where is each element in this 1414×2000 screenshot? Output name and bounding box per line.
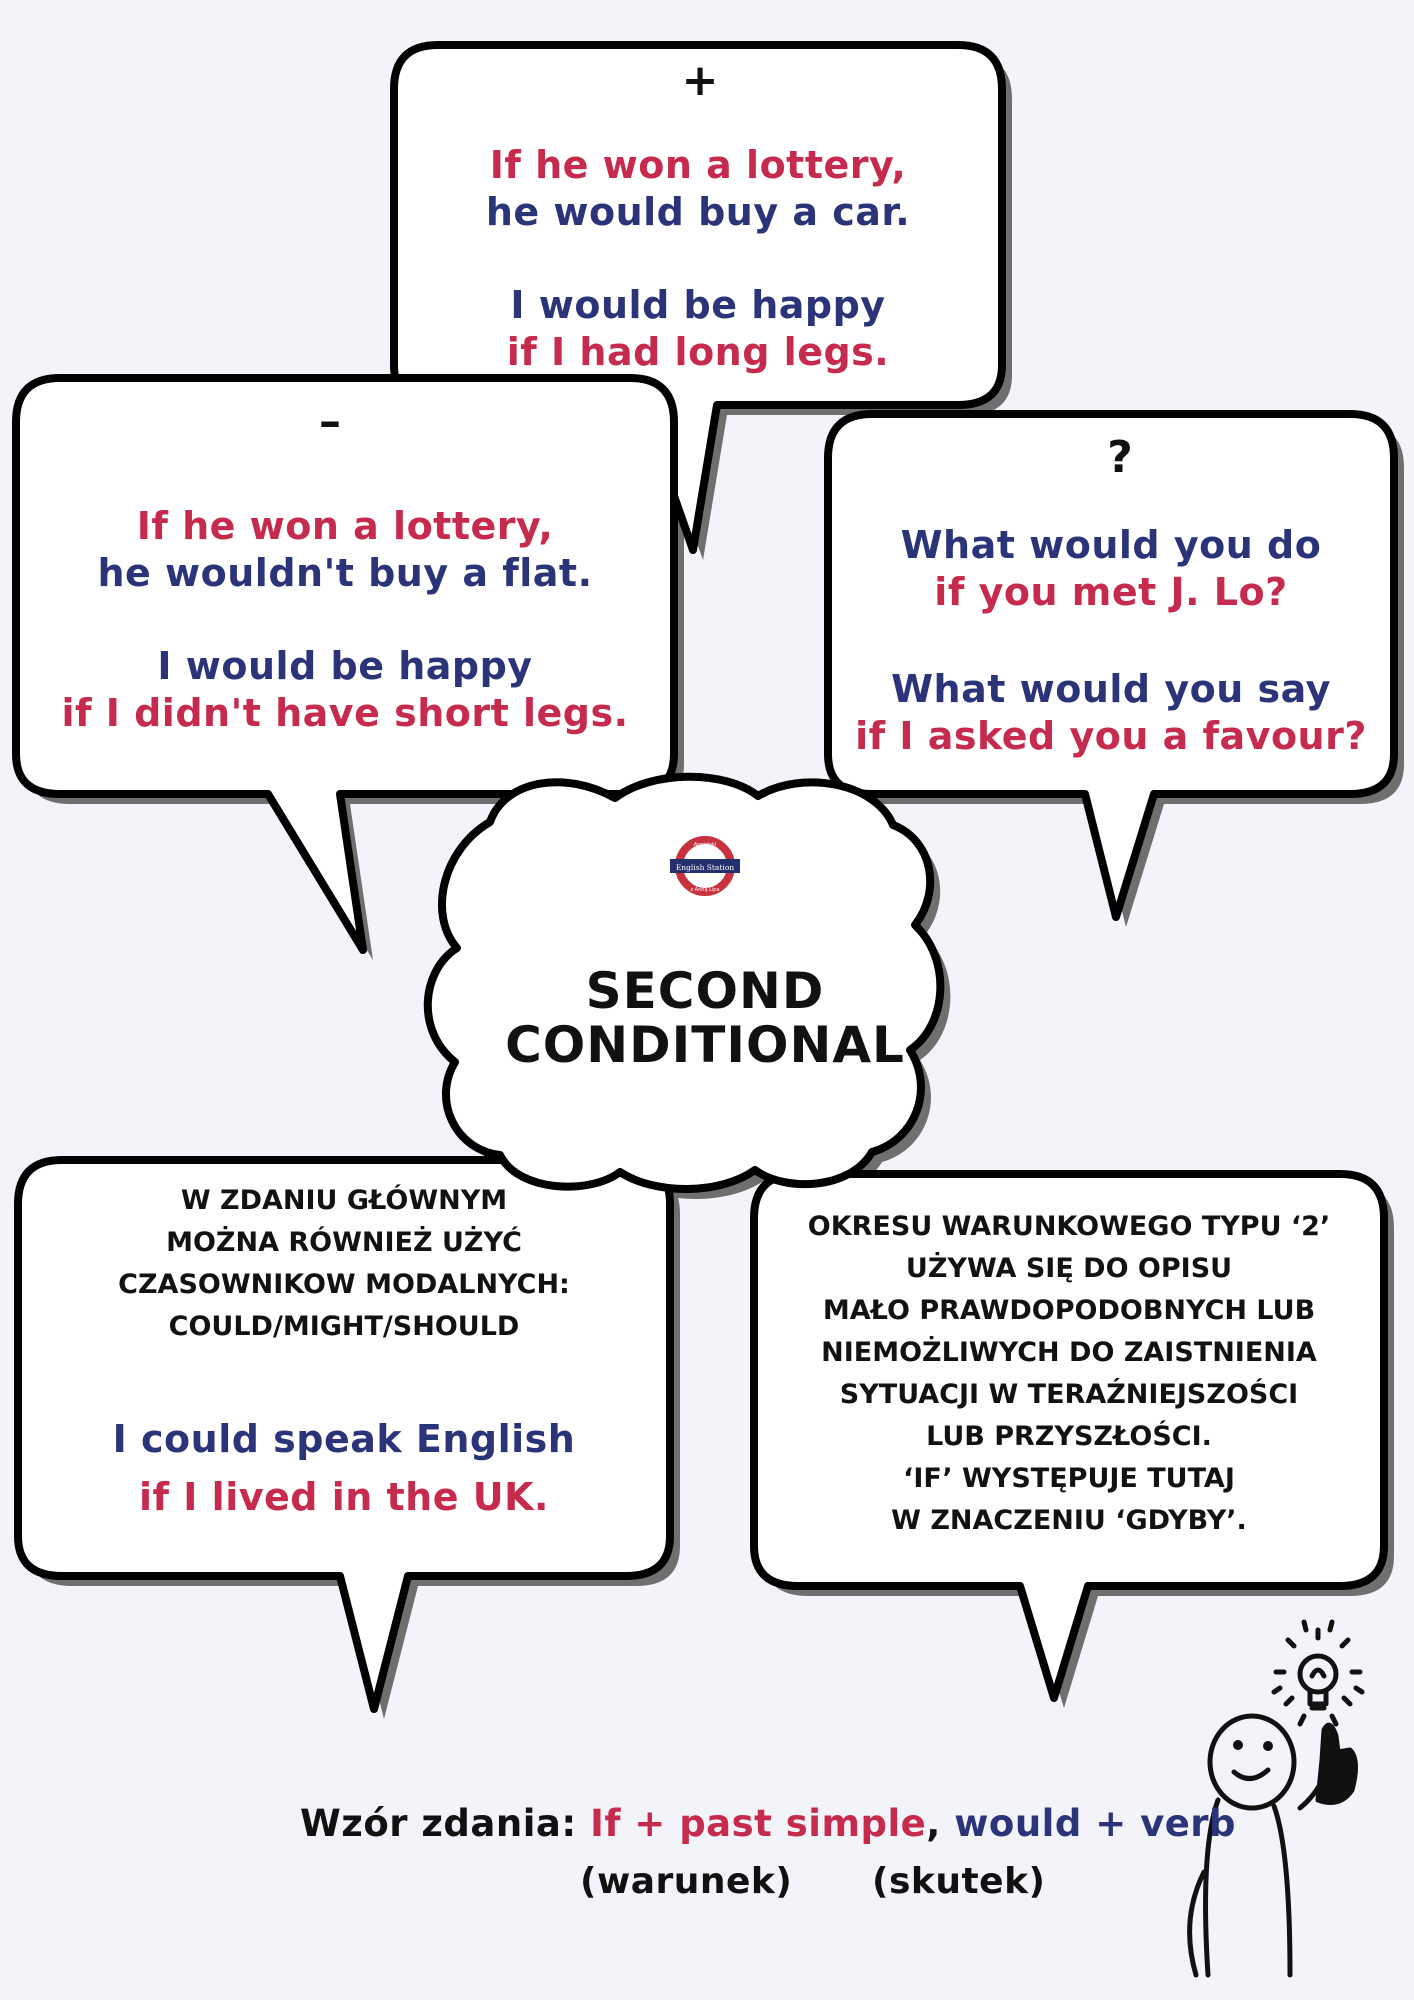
- question-example-2-line-1: What would you say: [891, 667, 1331, 711]
- modal-note-example: [18, 1410, 670, 1526]
- formula-label: Wzór zdania:: [300, 1802, 577, 1845]
- condition-caption: (warunek): [580, 1861, 793, 1902]
- usage-note-line: W ZNACZENIU ‘GDYBY’.: [891, 1505, 1247, 1536]
- modal-note-line: W ZDANIU GŁÓWNYM: [180, 1185, 508, 1216]
- title-line-2: CONDITIONAL: [505, 1016, 905, 1074]
- modal-note-text: [18, 1180, 670, 1348]
- title-line-1: SECOND: [585, 962, 825, 1020]
- question-example-1-line-2: if you met J. Lo?: [934, 570, 1288, 614]
- question-symbol: ?: [1107, 432, 1133, 483]
- question-examples: [828, 522, 1394, 760]
- usage-note-line: LUB PRZYSZŁOŚCI.: [926, 1421, 1212, 1452]
- positive-examples: [394, 142, 1002, 376]
- positive-symbol: +: [681, 55, 719, 106]
- usage-note-line: SYTUACJI W TERAŹNIEJSZOŚCI: [839, 1379, 1299, 1410]
- modal-example-line-2: if I lived in the UK.: [139, 1475, 549, 1519]
- modal-note-line: MOŻNA RÓWNIEŻ UŻYĆ: [166, 1227, 522, 1258]
- modal-note-line: COULD/MIGHT/SHOULD: [168, 1311, 520, 1342]
- negative-examples: [16, 503, 674, 737]
- negative-example-2-line-1: I would be happy: [157, 644, 533, 688]
- usage-note-line: ‘IF’ WYSTĘPUJE TUTAJ: [903, 1463, 1235, 1494]
- result-caption: (skutek): [872, 1861, 1046, 1902]
- usage-note-text: [754, 1206, 1384, 1542]
- modal-note-line: CZASOWNIKOW MODALNYCH:: [118, 1269, 570, 1300]
- positive-example-2-line-2: if I had long legs.: [506, 330, 890, 374]
- page-title: [480, 964, 930, 1072]
- usage-note-line: OKRESU WARUNKOWEGO TYPU ‘2’: [807, 1211, 1331, 1242]
- question-example-1-line-1: What would you do: [900, 523, 1322, 567]
- positive-example-1-line-2: he would buy a car.: [485, 190, 911, 234]
- negative-example-1-line-1: If he won a lottery,: [136, 504, 554, 548]
- usage-note-line: UŻYWA SIĘ DO OPISU: [905, 1253, 1233, 1284]
- usage-note-line: NIEMOŻLIWYCH DO ZAISTNIENIA: [821, 1337, 1317, 1368]
- positive-example-2-line-1: I would be happy: [510, 283, 886, 327]
- question-example-2-line-2: if I asked you a favour?: [855, 714, 1367, 758]
- logo-top-text: Angielski: [693, 842, 717, 848]
- formula-comma: ,: [926, 1802, 941, 1845]
- sentence-formula: [300, 1800, 1236, 1847]
- negative-example-1-line-2: he wouldn't buy a flat.: [97, 551, 593, 595]
- usage-note-line: MAŁO PRAWDOPODOBNYCH LUB: [822, 1295, 1316, 1326]
- modal-example-line-1: I could speak English: [112, 1417, 576, 1461]
- logo-band-text: English Station: [675, 863, 735, 872]
- negative-example-2-line-2: if I didn't have short legs.: [61, 691, 629, 735]
- negative-symbol: –: [319, 396, 341, 447]
- formula-condition: If + past simple: [590, 1802, 927, 1845]
- formula-result: would + verb: [954, 1802, 1237, 1845]
- positive-example-1-line-1: If he won a lottery,: [489, 143, 907, 187]
- logo-bottom-text: z Anną Lipa: [690, 887, 720, 893]
